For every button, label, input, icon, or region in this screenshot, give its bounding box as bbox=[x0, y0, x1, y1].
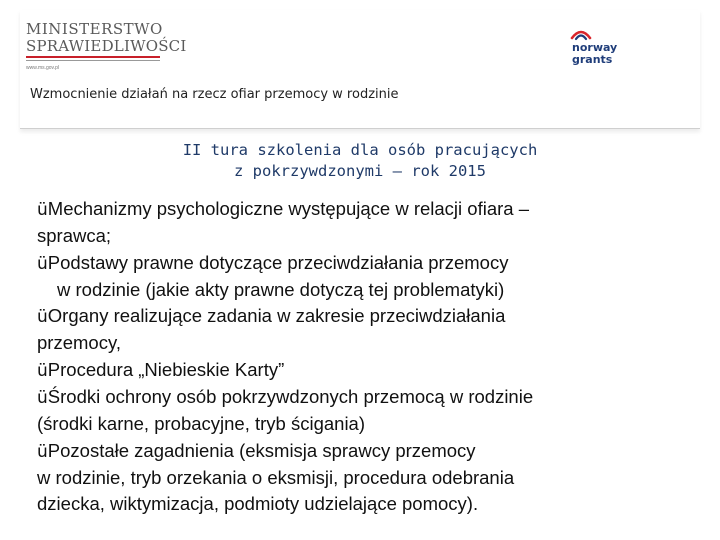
list-item: üŚrodki ochrony osób pokrzywdzonych przemocą w rodzinie bbox=[37, 386, 534, 409]
list-item: üOrgany realizujące zadania w zakresie przeciwdziałania bbox=[37, 305, 506, 328]
list-item-continuation: przemocy, bbox=[37, 332, 121, 354]
project-tagline: Wzmocnienie działań na rzecz ofiar przemocy w rodzinie bbox=[30, 87, 399, 102]
partner-name-line2: grants bbox=[572, 53, 613, 66]
ministry-logo bbox=[26, 22, 187, 71]
ministry-name-line2: SPRAWIEDLIWOŚCI bbox=[26, 37, 187, 55]
ministry-url: www.ms.gov.pl bbox=[26, 65, 59, 71]
check-icon: ü bbox=[37, 307, 48, 328]
topic-list bbox=[37, 196, 707, 518]
list-item-continuation: w rodzinie (jakie akty prawne dotyczą tej problematyki) bbox=[57, 278, 505, 300]
partner-name-line1: norway bbox=[572, 41, 618, 54]
check-icon: ü bbox=[37, 388, 48, 409]
subtitle-line1: II tura szkolenia dla osób pracujących bbox=[182, 141, 538, 159]
subtitle-line2: z pokrzywdzonymi – rok 2015 bbox=[234, 162, 486, 180]
list-item: üMechanizmy psychologiczne występujące w relacji ofiara – bbox=[37, 198, 529, 220]
check-icon: ü bbox=[37, 253, 48, 274]
list-item-continuation: (środki karne, probacyjne, tryb ścigania) bbox=[37, 413, 366, 435]
norway-grants-icon bbox=[570, 28, 592, 42]
logo-rule-red bbox=[26, 56, 160, 58]
slide-subtitle bbox=[0, 140, 720, 182]
ministry-name-line1: MINISTERSTWO bbox=[26, 20, 163, 38]
list-item-continuation: sprawca; bbox=[37, 225, 112, 247]
norway-grants-logo bbox=[570, 28, 630, 73]
check-icon: ü bbox=[37, 200, 48, 220]
list-item-continuation: w rodzinie, tryb orzekania o eksmisji, procedura odebrania bbox=[37, 466, 515, 488]
list-item: üPozostałe zagadnienia (eksmisja sprawcy przemocy bbox=[37, 439, 476, 462]
list-item: üProcedura „Niebieskie Karty” bbox=[37, 358, 285, 381]
check-icon: ü bbox=[37, 360, 48, 381]
logo-rule-grey bbox=[26, 60, 160, 61]
list-item: üPodstawy prawne dotyczące przeciwdziałania przemocy bbox=[37, 251, 509, 274]
check-icon: ü bbox=[37, 441, 48, 462]
list-item-continuation: dziecka, wiktymizacja, podmioty udzielające pomocy). bbox=[37, 493, 479, 515]
